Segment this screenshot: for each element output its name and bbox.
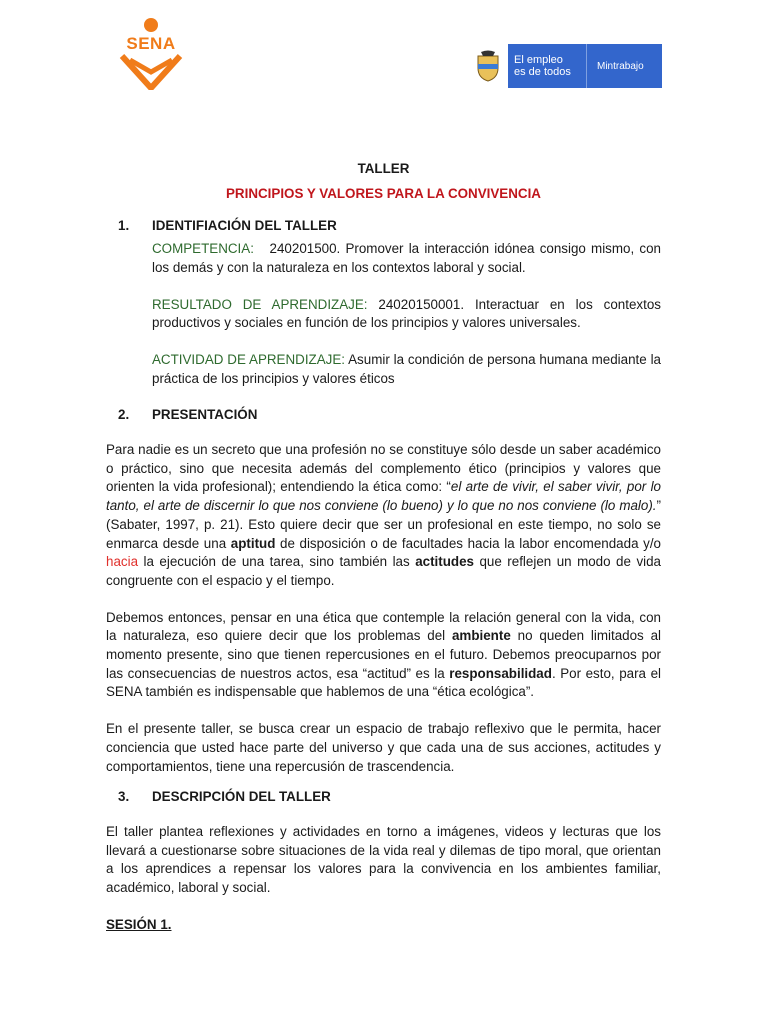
text-run: ” (Sabater, 1997, p. 21). Esto quiere decir que ser un profesional en este tiempo, no solo se enmarca desde una [106, 498, 661, 551]
text-run: . Por esto, para el SENA también es indispensable que hablemos de una “ética ecológica”. [106, 665, 661, 700]
document-header [0, 0, 768, 110]
presentation-paragraph-2 [106, 609, 661, 703]
presentation-paragraph-1 [106, 441, 661, 591]
competencia-text: 240201500. Promover la interacción idónea consigo mismo, con los demás y con la naturaleza en los contextos laboral y social. [152, 241, 661, 275]
actividad-paragraph [152, 351, 661, 388]
bold-term: actitudes [415, 554, 474, 570]
gov-slogan-line1: El empleo [514, 54, 563, 66]
resultado-text: 24020150001. Interactuar en los contextos productivos y sociales en función de los principios y valores universales. [152, 296, 661, 331]
government-logo [468, 44, 662, 88]
bold-term: ambiente [451, 628, 511, 644]
text-run: la ejecución de una tarea, sino también las [138, 554, 416, 570]
text-run: de disposición o de facultades hacia la labor encomendada y/o [275, 535, 661, 551]
text-run: no queden limitados al momento presente, sino que tienen repercusiones en el futuro. Debemos preocuparnos por las consecuencias de nuestros actos, esa “actitud” es la [106, 628, 661, 681]
resultado-paragraph [152, 296, 661, 333]
session-label: SESIÓN 1. [106, 916, 172, 932]
competencia-label: COMPETENCIA: [152, 241, 254, 257]
presentation-paragraph-3: En el presente taller, se busca crear un espacio de trabajo reflexivo que le permita, hacer conciencia que usted hace parte del universo y que cada una de sus acciones, actitudes y comportamientos, tiene una repercusión de trascendencia. [106, 721, 661, 774]
competencia-paragraph [152, 240, 661, 277]
session-heading [106, 916, 661, 935]
description-paragraph: El taller plantea reflexiones y actividades en torno a imágenes, videos y lecturas que los llevará a cuestionarse sobre situaciones de la vida real y dilemas de tipo moral, que orientan a los aprendices a repensar los valores para la convivencia en los ambientes familiar, académico, laboral y social. [106, 823, 661, 896]
section-2-heading [106, 406, 661, 425]
highlighted-term: hacia [106, 554, 139, 570]
bold-term: aptitud [230, 535, 276, 551]
section-1-heading [106, 217, 661, 236]
identification-block [106, 240, 661, 388]
actividad-label: ACTIVIDAD DE APRENDIZAJE: [152, 351, 345, 367]
doc-subtitle: PRINCIPIOS Y VALORES PARA LA CONVIVENCIA [226, 185, 541, 201]
gov-slogan-line2: es de todos [514, 66, 571, 78]
section-number: 1. [118, 218, 130, 234]
text-run: que reflejen un modo de vida congruente con el espacio y el tiempo. [106, 554, 662, 588]
section-title: DESCRIPCIÓN DEL TALLER [152, 789, 331, 805]
actividad-text: Asumir la condición de persona humana mediante la práctica de los principios y valores éticos [152, 351, 661, 386]
resultado-label: RESULTADO DE APRENDIZAJE: [152, 296, 368, 312]
quote-run: el arte de vivir, el saber vivir, por lo tanto, el arte de discernir lo que nos conviene (lo bueno) y lo que no nos conviene (lo malo). [106, 479, 661, 514]
section-title: IDENTIFIACIÓN DEL TALLER [152, 218, 337, 234]
sena-logo [112, 16, 190, 90]
document-body [106, 160, 661, 935]
section-3-heading [106, 788, 661, 807]
section-number: 3. [118, 789, 130, 805]
sena-logo-text: SENA [126, 34, 176, 53]
section-number: 2. [118, 407, 130, 423]
ministry-name: Mintrabajo [586, 44, 662, 88]
bold-term: responsabilidad [449, 665, 552, 681]
section-title: PRESENTACIÓN [152, 407, 258, 423]
text-run: Debemos entonces, pensar en una ética que contemple la relación general con la vida, con la naturaleza, eso quiere decir que los problemas del [106, 609, 661, 644]
gov-slogan [508, 44, 586, 88]
text-run: Para nadie es un secreto que una profesión no se constituye sólo desde un saber académico o práctico, sino que necesita además del complemento ético (principios y valores que orienten la vida profesional); entendiendo la ética como: “ [106, 442, 661, 495]
doc-title: TALLER [357, 161, 410, 176]
colombia-crest-icon [468, 44, 508, 88]
